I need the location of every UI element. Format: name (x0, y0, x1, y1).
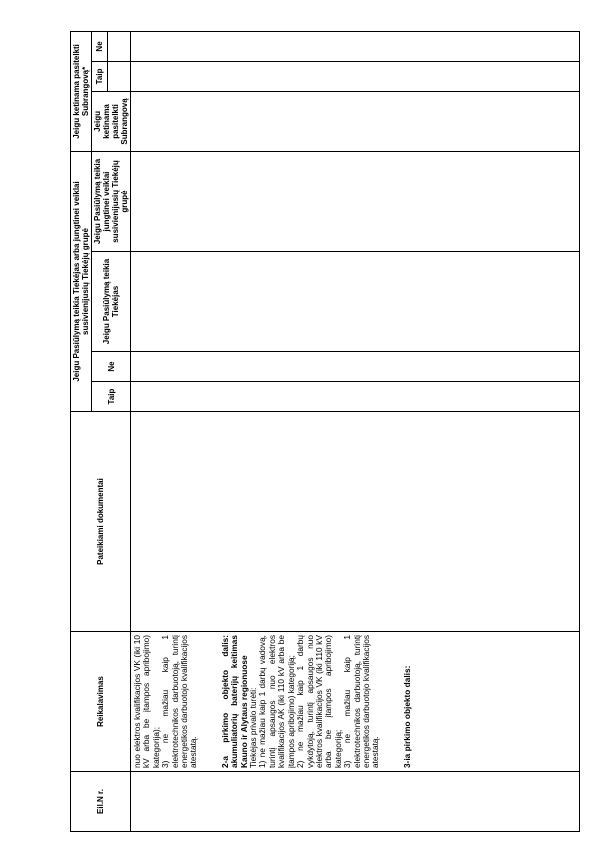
req-paragraph: nuo elektros kvalifikacijos VK (iki 10 kV arba be įtampos apribojimo) kategorija); (132, 635, 161, 768)
header-no-answer: Ne (92, 352, 131, 382)
cell-documents (131, 412, 580, 632)
cell-supplier (131, 252, 580, 352)
req-paragraph: 3) ne mažiau kaip 1 elektrotechnikos darbuotoją, turintį energetikos darbuotojo kvalifikacijos atestatą. (342, 635, 381, 768)
cell-no-answer (131, 352, 580, 382)
cell-group (131, 151, 580, 251)
header-supplier-submits: Jeigu Pasiūlymą teikia Tiekėjas (92, 252, 131, 352)
cell-requirement (131, 632, 580, 772)
cell-yes (131, 382, 580, 412)
header-subcontractor: Jeigu ketinama pasitelkti Subrangovą* (71, 31, 92, 151)
req-lot-title: 2-a pirkimo objekto dalis: akumuliatorių baterijų keitimas Kauno ir Alytaus regionuose (219, 635, 249, 768)
header-sub-no: Ne (92, 31, 108, 61)
requirements-table (70, 31, 580, 832)
cell-sub-no (131, 31, 580, 61)
header-sub-intends: Jeigu ketinama pasitelkti Subrangovą (92, 91, 131, 151)
cell-sub-yes (131, 61, 580, 91)
header-sub-yes: Taip (92, 61, 108, 91)
header-sub-no-blank (108, 31, 131, 61)
header-requirement: Reikalavimas (71, 632, 131, 772)
req-lot-title: 3-ia pirkimo objekto dalis: (401, 665, 412, 768)
header-sub-yes-blank (108, 61, 131, 91)
header-documents: Pateikiami dokumentai (71, 412, 131, 632)
req-paragraph: Tiekėjas privalo turėti: (248, 687, 259, 768)
req-paragraph: 3) ne mažiau kaip 1 elektrotechnikos darbuotoją, turintį energetikos darbuotojo kvalifikacijos atestatą. (160, 635, 199, 768)
cell-no (131, 772, 580, 832)
rotated-table-container (70, 32, 580, 832)
req-paragraph: 1) ne mažiau kaip 1 darbų vadovą, turintį apsaugos nuo elektros kvalifikacijos AK (iki 110 kV arba be įtampos apribojimo) kategoriją; (257, 635, 296, 768)
header-group-submits: Jeigu Pasiūlymą teikia jungtinei veiklai susivienijusių Tiekėjų grupė (92, 151, 131, 251)
header-group: Jeigu Pasiūlymą teikia Tiekėjas arba jungtinei veiklai susivienijusių Tiekėjų grupė (71, 151, 92, 411)
cell-sub-intends (131, 91, 580, 151)
header-no: Eil.N r. (71, 772, 131, 832)
req-paragraph: 2) ne mažiau kaip 1 darbų vykdytoją, turintį apsaugos nuo elektros kvalifikacijos VK (iki 110 kV arba be įtampos apribojimo) kategoriją; (295, 635, 343, 768)
header-yes: Taip (92, 382, 131, 412)
